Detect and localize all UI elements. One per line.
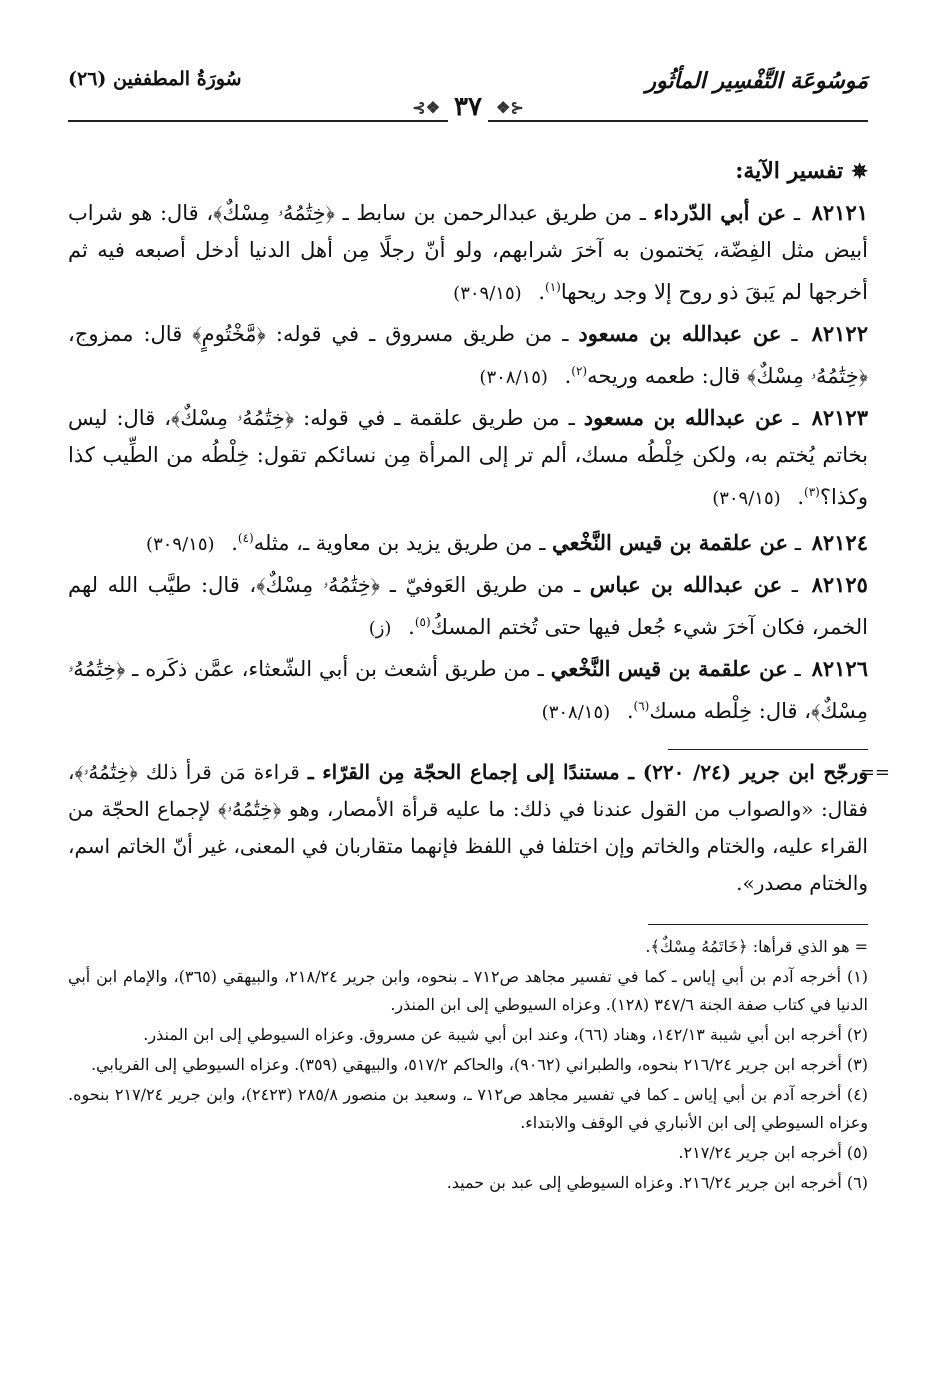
ornament-right-icon: ⊰❖ [495, 98, 524, 117]
entry-number: ٨٢١٢٦ [811, 656, 868, 681]
entry-number: ٨٢١٢٥ [811, 572, 868, 597]
footnote: (١) أخرجه آدم بن أبي إياس ـ كما في تفسير مجاهد ص٧١٢ ـ بنحوه، وابن جرير ٢١٨/٢٤، والبيهقي (٣٦٥)، والإمام ابن أبي الدنيا في كتاب صفة الجنة ٣٤٧/٦ (١٢٨). وعزاه السيوطي إلى ابن المنذر. [68, 967, 869, 1014]
volume-reference: (ز) [368, 618, 392, 639]
footnote: = هو الذي قرأها: ﴿خَاتَمُهُ مِسْكٌ﴾. [645, 937, 868, 956]
footnote-marker[interactable]: (٥) [414, 615, 431, 629]
narration-entry: ٨٢١٢٤ ـ عن علقمة بن قيس النَّخْعي ـ من طريق يزيد بن معاوية ـ، مثله$^{(٤)}$. (٣٠٩/١٥) [146, 530, 868, 555]
footnote: (٢) أخرجه ابن أبي شيبة ١٤٢/١٣، وهناد (٦٦)، وعند ابن أبي شيبة عن مسروق. وعزاه السيوطي إلى ابن المنذر. [143, 1025, 868, 1044]
footnotes-divider [648, 924, 868, 925]
surah-title: سُورَةُ المطففين (٢٦) [68, 68, 242, 90]
book-page [68, 60, 890, 1199]
book-title: مَوسُوعَة التَّفْسِير المأثُور [645, 68, 868, 94]
footnote-marker[interactable]: (١) [545, 280, 561, 294]
footnote-marker[interactable]: (٣) [804, 485, 820, 499]
entry-text: ـ من طريق أشعث بن أبي الشّعثاء، عمَّن ذكَره ـ ﴿خِتَٰمُهُۥ مِسْكٌ﴾، قال: خِلْطه مسك [68, 657, 868, 723]
footnote: (٥) أخرجه ابن جرير ٢١٧/٢٤. [678, 1143, 868, 1162]
footnote-marker[interactable]: (٢) [571, 364, 588, 378]
entry-number: ٨٢١٢٣ [811, 405, 868, 430]
note-lead: ورجّح ابن جرير (٢٤/ ٢٢٠) ـ مستندًا إلى إجماع الحجّة مِن القرّاء ـ [307, 760, 868, 784]
volume-reference: (٣٠٩/١٥) [453, 283, 522, 304]
footnotes [68, 933, 868, 1197]
footnote: (٤) أخرجه آدم بن أبي إياس ـ كما في تفسير مجاهد ص٧١٢ ـ، وسعيد بن منصور ٢٨٥/٨ (٢٤٢٣)، وابن جرير ٢١٧/٢٤ بنحوه. وعزاه السيوطي إلى ابن الأنباري في الوقف والابتداء. [68, 1085, 869, 1132]
editor-note [68, 754, 890, 902]
running-header [68, 60, 868, 122]
narration-entry: ٨٢١٢٦ ـ عن علقمة بن قيس النَّخْعي ـ من طريق أشعث بن أبي الشّعثاء، عمَّن ذكَره ـ ﴿خِتَٰمُهُۥ مِسْكٌ﴾، قال: خِلْطه مسك$^{(٦)}$. (٣٠٨/١٥) [68, 656, 868, 723]
volume-reference: (٣٠٩/١٥) [712, 488, 781, 509]
narrator-name: عن علقمة بن قيس النَّخْعي [550, 656, 788, 681]
footnote-marker[interactable]: (٤) [237, 531, 254, 545]
page-number: ٣٧ [448, 92, 488, 122]
entry-text: ـ من طريق يزيد بن معاوية ـ، مثله [253, 531, 546, 555]
volume-reference: (٣٠٨/١٥) [479, 367, 548, 388]
volume-reference: (٣٠٨/١٥) [541, 702, 611, 723]
entry-number: ٨٢١٢٢ [811, 321, 868, 346]
narrations-list [68, 194, 868, 731]
entry-text: ـ من طريق العَوفيّ ـ ﴿خِتَٰمُهُۥ مِسْكٌ﴾، قال: طيَّب الله لهم الخمر، فكان آخرَ شيء جُعل فيها حتى تُختم المسكُ [68, 573, 868, 639]
footnote-marker[interactable]: (٦) [633, 699, 650, 713]
note-text: قراءة مَن قرأ ذلك ﴿خِتَٰمُهُۥ﴾، فقال: «والصواب من القول عندنا في ذلك: ما عليه قرأة الأمصار، وهو ﴿خِتَٰمُهُۥ﴾ لإجماع الحجّة من القراء عليه، والختام والخاتم وإن اختلفا في اللفظ فإنهما متقاربان في المعنى، غير أنّ الخاتم اسم، والختام مصدر». [68, 760, 868, 895]
narration-entry: ٨٢١٢٥ ـ عن عبدالله بن عباس ـ من طريق العَوفيّ ـ ﴿خِتَٰمُهُۥ مِسْكٌ﴾، قال: طيَّب الله لهم الخمر، فكان آخرَ شيء جُعل فيها حتى تُختم المسكُ$^{(٥)}$. (ز) [68, 572, 868, 639]
narrator-name: عن عبدالله بن مسعود [583, 405, 784, 430]
entry-text: ـ من طريق مسروق ـ في قوله: ﴿مَّخْتُومٍ﴾ قال: ممزوج، ﴿خِتَٰمُهُۥ مِسْكٌ﴾ قال: طعمه وريحه [68, 322, 868, 388]
narrator-name: عن علقمة بن قيس النَّخْعي [552, 530, 789, 555]
narrator-name: عن أبي الدّرداء [653, 200, 787, 225]
entry-number: ٨٢١٢٤ [811, 530, 868, 555]
footnote: (٦) أخرجه ابن جرير ٢١٦/٢٤. وعزاه السيوطي إلى عبد بن حميد. [446, 1173, 868, 1192]
footnote: (٣) أخرجه ابن جرير ٢١٦/٢٤ بنحوه، والطبراني (٩٠٦٢)، والحاكم ٥١٧/٢، والبيهقي (٣٥٩). وعزاه السيوطي إلى الفريابي. [90, 1055, 868, 1074]
section-title: ✵تفسير الآية: [735, 158, 868, 184]
ornament-left-icon: ❖⊱ [412, 98, 441, 117]
star-ornament-icon: ✵ [851, 159, 868, 183]
entry-text: ـ من طريق علقمة ـ في قوله: ﴿خِتَٰمُهُۥ مِسْكٌ﴾، قال: ليس بخاتم يُختم به، ولكن خِلْطُه مسك، ألم تر إلى المرأة مِن نسائكم تقول: خِلْطُه من الطِّيب كذا وكذا؟ [68, 406, 868, 509]
entry-text: ـ من طريق عبدالرحمن بن سابط ـ ﴿خِتَٰمُهُۥ مِسْكٌ﴾، قال: هو شراب أبيض مثل الفِضّة، يَختمون به آخرَ شرابهم، ولو أنّ رجلًا مِن أهل الدنيا أدخل أصبعه فيه ثم أخرجها لم يَبقَ ذو روح إلا وجد ريحها [68, 201, 868, 304]
note-divider [668, 749, 868, 750]
narration-entry: ٨٢١٢٣ ـ عن عبدالله بن مسعود ـ من طريق علقمة ـ في قوله: ﴿خِتَٰمُهُۥ مِسْكٌ﴾، قال: ليس بخاتم يُختم به، ولكن خِلْطُه مسك، ألم تر إلى المرأة مِن نسائكم تقول: خِلْطُه من الطِّيب كذا وكذا؟$^{(٣)}$. (٣٠٩/١٥) [68, 405, 868, 509]
volume-reference: (٣٠٩/١٥) [146, 534, 215, 555]
entry-number: ٨٢١٢١ [811, 200, 869, 225]
narrator-name: عن عبدالله بن مسعود [578, 321, 782, 346]
continuation-mark: == [859, 762, 890, 783]
narration-entry: ٨٢١٢٢ ـ عن عبدالله بن مسعود ـ من طريق مسروق ـ في قوله: ﴿مَّخْتُومٍ﴾ قال: ممزوج، ﴿خِتَٰمُهُۥ مِسْكٌ﴾ قال: طعمه وريحه$^{(٢)}$. (٣٠٨/١٥) [68, 321, 868, 388]
page-number-row [68, 94, 868, 121]
narrator-name: عن عبدالله بن عباس [589, 572, 783, 597]
narration-entry: ٨٢١٢١ ـ عن أبي الدّرداء ـ من طريق عبدالرحمن بن سابط ـ ﴿خِتَٰمُهُۥ مِسْكٌ﴾، قال: هو شراب أبيض مثل الفِضّة، يَختمون به آخرَ شرابهم، ولو أنّ رجلًا مِن أهل الدنيا أدخل أصبعه فيه ثم أخرجها لم يَبقَ ذو روح إلا وجد ريحها$^{(١)}$. (٣٠٩/١٥) [68, 200, 869, 304]
